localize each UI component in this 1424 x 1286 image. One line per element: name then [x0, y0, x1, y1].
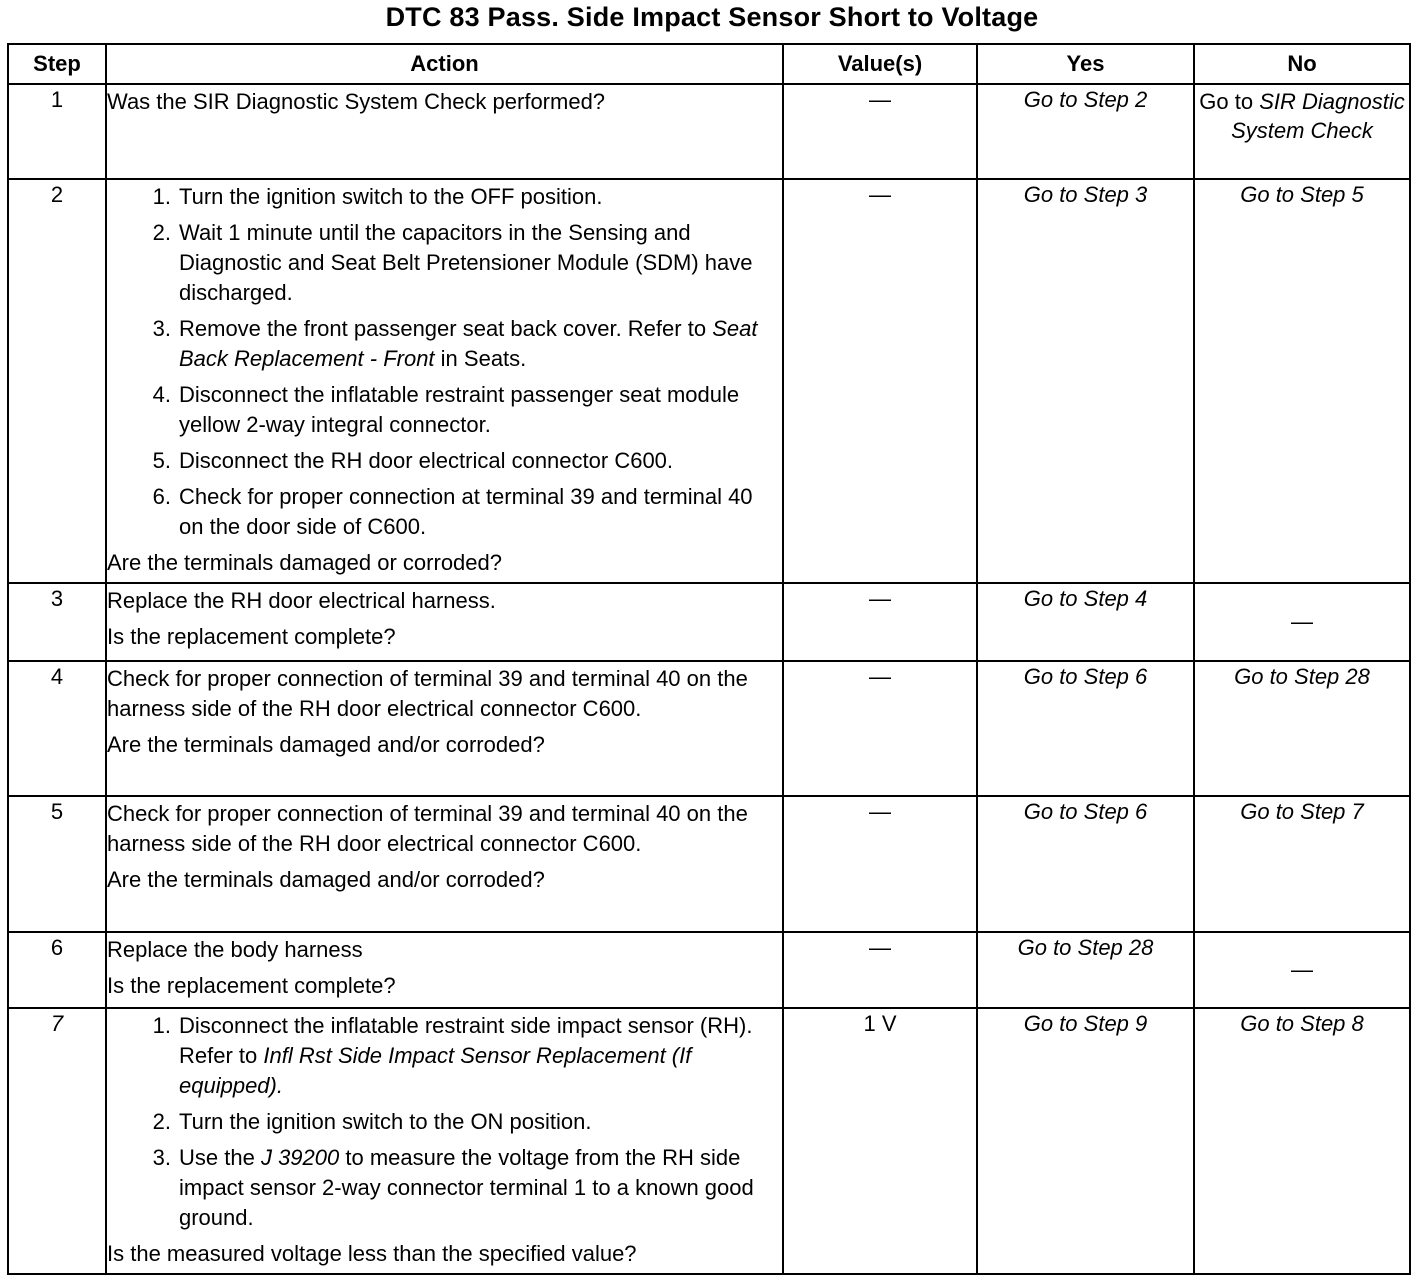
action-substeps	[107, 1011, 782, 1233]
value-cell: —	[783, 932, 977, 1008]
table-row	[8, 661, 1410, 796]
step-number: 3	[8, 583, 106, 661]
substep-number: 3.	[152, 1145, 171, 1170]
value-cell: —	[783, 661, 977, 796]
action-cell	[106, 84, 783, 179]
step-number: 1	[8, 84, 106, 179]
no-cell: Go to Step 7	[1194, 796, 1410, 932]
yes-cell: Go to Step 6	[977, 661, 1194, 796]
header-no: No	[1194, 44, 1410, 84]
substep	[107, 1011, 782, 1101]
table-row	[8, 1008, 1410, 1274]
action-text: Replace the RH door electrical harness.	[107, 588, 496, 613]
table-row	[8, 796, 1410, 932]
no-prefix: Go to	[1199, 89, 1254, 114]
action-cell	[106, 661, 783, 796]
header-action: Action	[106, 44, 783, 84]
substep-text-post: to measure the voltage from the RH side impact sensor 2-way connector terminal 1 to a known good ground.	[179, 1145, 754, 1230]
action-cell	[106, 179, 783, 583]
substep	[107, 314, 782, 374]
substep-text	[179, 1011, 782, 1101]
table-row	[8, 583, 1410, 661]
substep-text	[179, 314, 782, 374]
substep-number: 6.	[152, 484, 171, 509]
page-title: DTC 83 Pass. Side Impact Sensor Short to Voltage	[385, 2, 1039, 32]
action-substeps	[107, 182, 782, 542]
header-row	[8, 44, 1410, 84]
substep-number: 1.	[152, 184, 171, 209]
no-cell: Go to Step 28	[1194, 661, 1410, 796]
reference-link: Seat Back Replacement - Front	[179, 316, 758, 371]
reference-link: Infl Rst Side Impact Sensor Replacement (If equipped).	[179, 1043, 692, 1098]
header-yes: Yes	[977, 44, 1194, 84]
substep-text	[179, 1143, 782, 1233]
step-number: 2	[8, 179, 106, 583]
value-cell: —	[783, 583, 977, 661]
substep-text-pre: Use the	[179, 1145, 255, 1170]
step-number: 7	[8, 1008, 106, 1274]
substep-text: Disconnect the RH door electrical connector C600.	[179, 448, 674, 473]
no-cell	[1194, 84, 1410, 179]
substep	[107, 380, 782, 440]
table-row	[8, 84, 1410, 179]
action-text: Check for proper connection of terminal 39 and terminal 40 on the harness side of the RH door electrical connector C600.	[107, 801, 748, 856]
value-cell: —	[783, 796, 977, 932]
substep-text-post: in Seats.	[440, 346, 527, 371]
value-cell: —	[783, 179, 977, 583]
tool-reference: J 39200	[260, 1145, 340, 1170]
header-values: Value(s)	[783, 44, 977, 84]
substep-text: Wait 1 minute until the capacitors in the Sensing and Diagnostic and Seat Belt Pretensioner Module (SDM) have discharged.	[179, 220, 753, 305]
action-cell	[106, 1008, 783, 1274]
action-question: Is the replacement complete?	[107, 624, 396, 649]
yes-cell: Go to Step 6	[977, 796, 1194, 932]
action-question: Are the terminals damaged or corroded?	[107, 550, 502, 575]
substep-text: Turn the ignition switch to the OFF position.	[179, 184, 603, 209]
substep-number: 2.	[152, 220, 171, 245]
no-link: SIR Diagnostic System Check	[1231, 89, 1405, 143]
substep-text: Turn the ignition switch to the ON position.	[179, 1109, 592, 1134]
substep-text-pre: Remove the front passenger seat back cover. Refer to	[179, 316, 707, 341]
substep-number: 2.	[152, 1109, 171, 1134]
step-number: 6	[8, 932, 106, 1008]
action-cell	[106, 932, 783, 1008]
action-question: Are the terminals damaged and/or corroded?	[107, 732, 545, 757]
yes-cell: Go to Step 9	[977, 1008, 1194, 1274]
no-cell: Go to Step 8	[1194, 1008, 1410, 1274]
substep	[107, 1143, 782, 1233]
no-cell: —	[1194, 583, 1410, 661]
action-cell	[106, 583, 783, 661]
substep-text: Disconnect the inflatable restraint passenger seat module yellow 2-way integral connector.	[179, 382, 740, 437]
substep	[107, 482, 782, 542]
substep-text-pre: Disconnect the inflatable restraint side impact sensor (RH). Refer to	[179, 1013, 753, 1068]
action-text: Replace the body harness	[107, 937, 363, 962]
substep-text: Check for proper connection at terminal 39 and terminal 40 on the door side of C600.	[179, 484, 753, 539]
value-cell: 1 V	[783, 1008, 977, 1274]
step-number: 5	[8, 796, 106, 932]
no-cell: —	[1194, 932, 1410, 1008]
table-row	[8, 179, 1410, 583]
substep	[107, 1107, 782, 1137]
substep-number: 4.	[152, 382, 171, 407]
substep-number: 5.	[152, 448, 171, 473]
table-row	[8, 932, 1410, 1008]
action-text: Check for proper connection of terminal 39 and terminal 40 on the harness side of the RH door electrical connector C600.	[107, 666, 748, 721]
substep-number: 3.	[152, 316, 171, 341]
action-question: Is the measured voltage less than the specified value?	[107, 1241, 637, 1266]
action-cell	[106, 796, 783, 932]
substep-number: 1.	[152, 1013, 171, 1038]
action-question: Was the SIR Diagnostic System Check performed?	[107, 89, 606, 114]
yes-cell: Go to Step 3	[977, 179, 1194, 583]
substep	[107, 446, 782, 476]
action-question: Are the terminals damaged and/or corroded?	[107, 867, 545, 892]
action-question: Is the replacement complete?	[107, 973, 396, 998]
yes-cell: Go to Step 4	[977, 583, 1194, 661]
yes-cell: Go to Step 28	[977, 932, 1194, 1008]
no-cell: Go to Step 5	[1194, 179, 1410, 583]
step-number: 4	[8, 661, 106, 796]
substep	[107, 218, 782, 308]
yes-cell: Go to Step 2	[977, 84, 1194, 179]
diagnostic-table	[7, 43, 1411, 1275]
substep	[107, 182, 782, 212]
value-cell: —	[783, 84, 977, 179]
header-step: Step	[8, 44, 106, 84]
